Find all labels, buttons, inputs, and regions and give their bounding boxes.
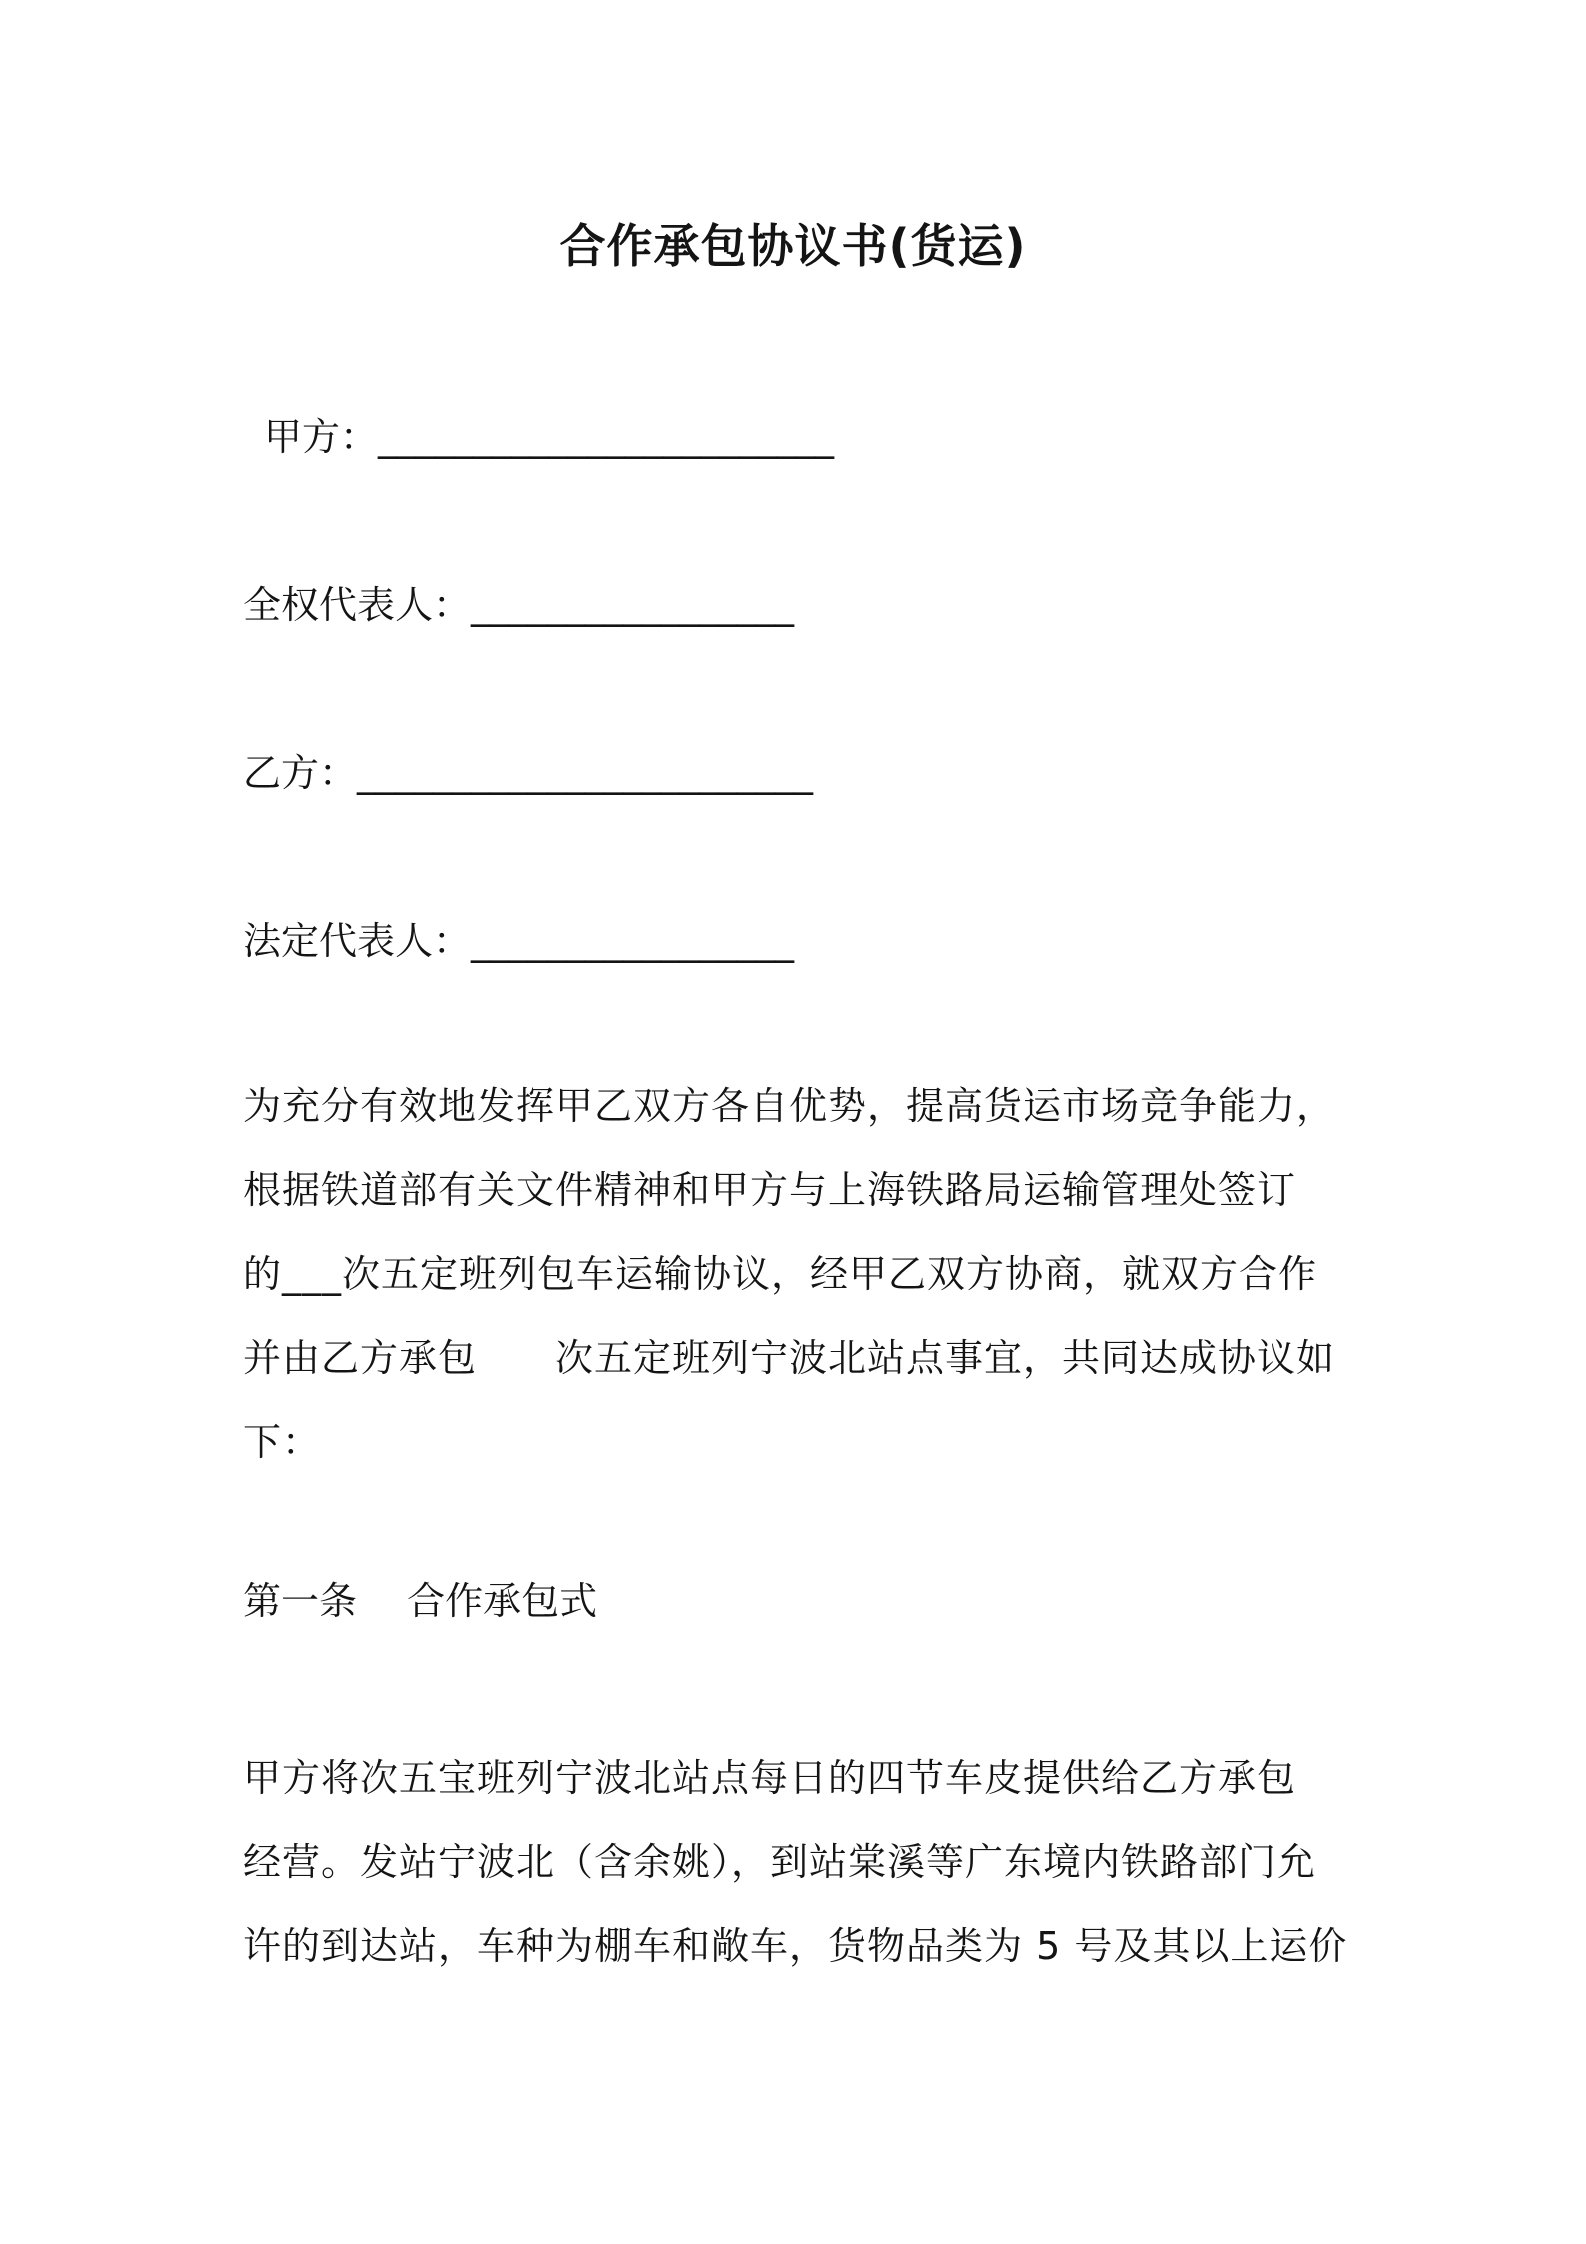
article-1-paragraph: [243, 1736, 1363, 1988]
legal-rep-label: 法定代表人：: [243, 919, 472, 963]
authorized-rep-label: 全权代表人：: [243, 583, 472, 627]
preamble-line: 下：: [243, 1420, 322, 1464]
preamble-line: 的___次五定班列包车运输协议，经甲乙双方协商，就双方合作: [243, 1252, 1318, 1296]
party-a-field: [264, 415, 835, 459]
legal-rep-blank: _________________: [471, 919, 795, 963]
article-1-heading: 第一条 合作承包式: [243, 1579, 598, 1623]
legal-rep-field: [243, 919, 795, 963]
party-b-blank: ________________________: [357, 751, 814, 795]
party-a-blank: ________________________: [378, 415, 835, 459]
party-a-label: 甲方：: [264, 415, 379, 459]
authorized-rep-blank: _________________: [471, 583, 795, 627]
article-1-line: 经营。发站宁波北（含余姚），到站棠溪等广东境内铁路部门允: [243, 1840, 1317, 1884]
authorized-rep-field: [243, 583, 795, 627]
preamble-paragraph: [243, 1064, 1363, 1484]
preamble-line: 为充分有效地发挥甲乙双方各自优势，提高货运市场竞争能力，: [243, 1084, 1336, 1128]
party-b-field: [243, 751, 814, 795]
preamble-line: 根据铁道部有关文件精神和甲方与上海铁路局运输管理处签订: [243, 1168, 1297, 1212]
party-b-label: 乙方：: [243, 751, 358, 795]
article-1-line: 甲方将次五宝班列宁波北站点每日的四节车皮提供给乙方承包: [243, 1756, 1297, 1800]
preamble-line: 并由乙方承包 次五定班列宁波北站点事宜，共同达成协议如: [243, 1336, 1336, 1380]
document-title: 合作承包协议书(货运): [559, 219, 1027, 273]
article-1-line: 许的到达站，车种为棚车和敞车，货物品类为 5 号及其以上运价: [243, 1924, 1348, 1968]
